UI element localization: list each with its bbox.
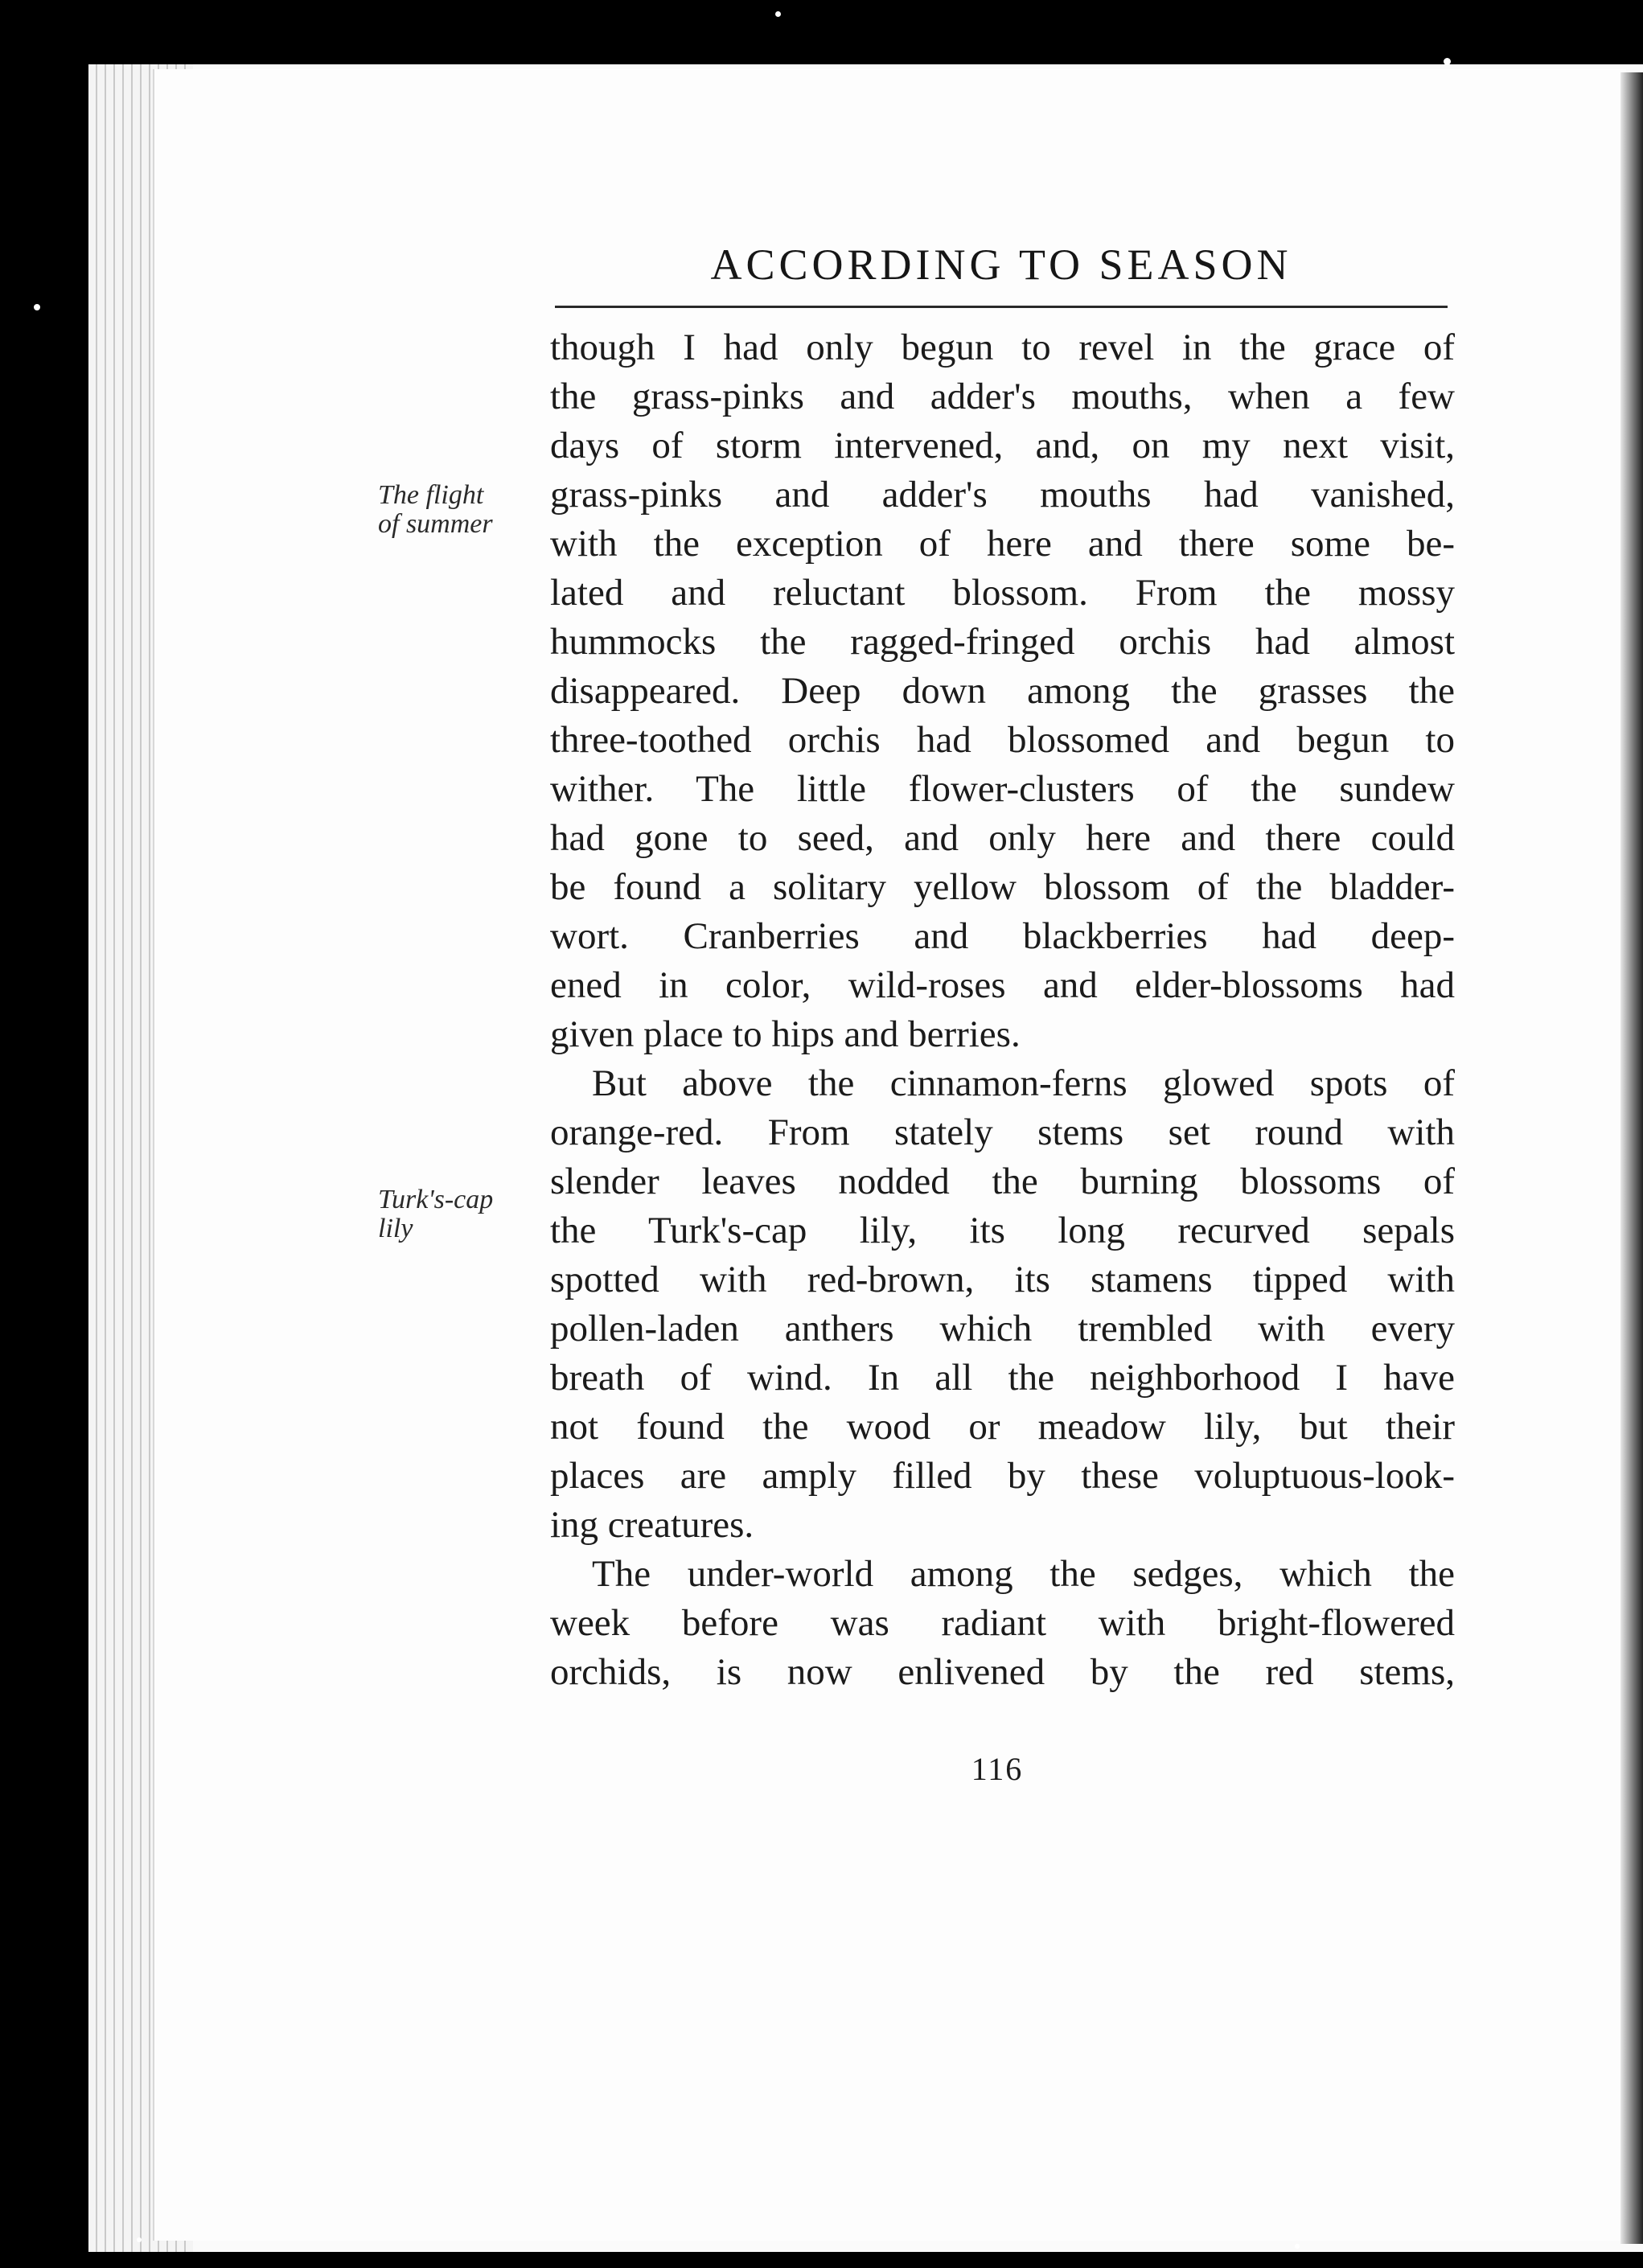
body-line: days of storm intervened, and, on my next visit,: [550, 425, 1455, 466]
body-line: lated and reluctant blossom. From the mossy: [550, 572, 1455, 614]
body-line: given place to hips and berries.: [550, 1013, 1021, 1055]
body-line: had gone to seed, and only here and there could: [550, 817, 1455, 859]
body-line: pollen-laden anthers which trembled with every: [550, 1308, 1455, 1350]
body-line: wort. Cranberries and blackberries had deep-: [550, 915, 1455, 957]
scan-speck: [137, 2237, 142, 2242]
scan-speck: [34, 304, 40, 310]
body-line: The under-world among the sedges, which the: [592, 1553, 1455, 1595]
running-head: ACCORDING TO SEASON: [710, 240, 1292, 289]
body-line: ing creatures.: [550, 1504, 754, 1546]
body-line: orchids, is now enlivened by the red stems,: [550, 1651, 1455, 1693]
body-line: disappeared. Deep down among the grasses the: [550, 670, 1455, 712]
body-line: ened in color, wild-roses and elder-blossoms had: [550, 964, 1455, 1006]
header-rule: [555, 306, 1448, 308]
margin-note-line: The flight: [378, 480, 484, 510]
body-line: week before was radiant with bright-flowered: [550, 1602, 1455, 1644]
margin-note-line: of summer: [378, 509, 493, 539]
margin-note-turks-cap-lily: [378, 1185, 531, 1243]
body-line: orange-red. From stately stems set round with: [550, 1111, 1455, 1153]
body-line: be found a solitary yellow blossom of the bladder-: [550, 866, 1455, 908]
body-line: wither. The little flower-clusters of the sundew: [550, 768, 1455, 810]
body-line: slender leaves nodded the burning blossoms of: [550, 1161, 1455, 1202]
page-binding-shadow: [1620, 72, 1643, 2244]
margin-note-line: Turk's-cap: [378, 1185, 494, 1214]
body-line: the Turk's-cap lily, its long recurved sepals: [550, 1210, 1455, 1251]
body-line: places are amply filled by these voluptuous-look-: [550, 1455, 1455, 1497]
body-line: But above the cinnamon-ferns glowed spots of: [592, 1062, 1455, 1104]
body-text: [550, 323, 1455, 1697]
body-line: grass-pinks and adder's mouths had vanished,: [550, 474, 1455, 516]
body-line: not found the wood or meadow lily, but their: [550, 1406, 1455, 1448]
margin-note-line: lily: [378, 1214, 413, 1243]
scan-speck: [1295, 2244, 1300, 2249]
body-line: spotted with red-brown, its stamens tipped with: [550, 1259, 1455, 1300]
body-line: breath of wind. In all the neighborhood I have: [550, 1357, 1455, 1399]
page-number: 116: [971, 1751, 1024, 1787]
body-line: three-toothed orchis had blossomed and begun to: [550, 719, 1455, 761]
body-line: the grass-pinks and adder's mouths, when a few: [550, 376, 1455, 417]
body-line: with the exception of here and there some be-: [550, 523, 1455, 565]
margin-note-flight-of-summer: [378, 481, 531, 539]
body-line: hummocks the ragged-fringed orchis had almost: [550, 621, 1455, 663]
scan-speck: [775, 11, 781, 17]
scan-speck: [1444, 58, 1451, 65]
body-line: though I had only begun to revel in the grace of: [550, 327, 1455, 368]
